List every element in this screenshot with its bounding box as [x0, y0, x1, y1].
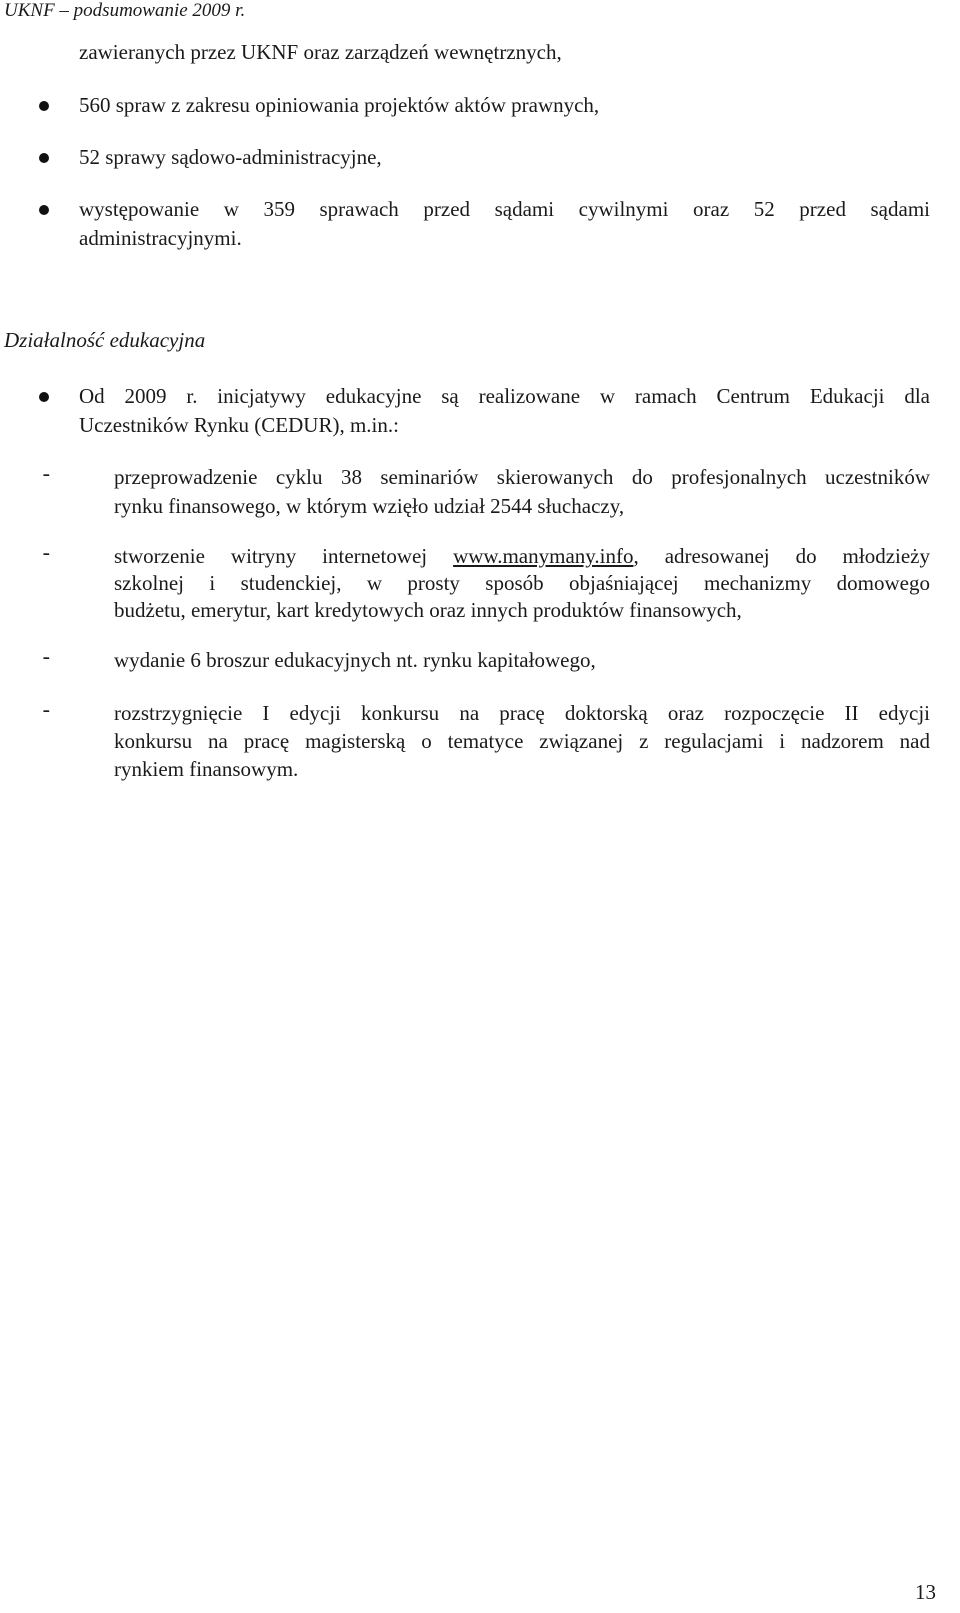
bullet-item-court-line1: występowanie w 359 sprawach przed sądami cywilnymi oraz 52 przed sądami [79, 197, 930, 221]
dash-marker: - [40, 544, 53, 567]
section-heading: Działalność edukacyjna [4, 328, 206, 352]
dash-item-website-line3: budżetu, emerytur, kart kredytowych oraz innych produktów finansowych, [114, 598, 742, 622]
dash-marker: - [40, 648, 53, 671]
dash-marker: - [40, 465, 53, 488]
continuation-text: zawieranych przez UKNF oraz zarządzeń wewnętrznych, [79, 40, 562, 64]
dash-item-website-line2: szkolnej i studenckiej, w prosty sposób objaśniającej mechanizmy domowego [114, 571, 930, 595]
bullet-marker [39, 392, 49, 402]
cedur-bullet-line1: Od 2009 r. inicjatywy edukacyjne są realizowane w ramach Centrum Edukacji dla [79, 384, 930, 408]
running-header: UKNF – podsumowanie 2009 r. [4, 0, 246, 21]
page-number: 13 [915, 1580, 936, 1604]
dash-marker: - [40, 701, 53, 724]
bullet-marker [39, 101, 49, 111]
bullet-marker [39, 153, 49, 163]
dash-item-seminars-line2: rynku finansowego, w którym wzięło udział 2544 słuchaczy, [114, 494, 625, 518]
bullet-marker [39, 205, 49, 215]
dash-item-brochures: wydanie 6 broszur edukacyjnych nt. rynku kapitałowego, [114, 648, 596, 672]
website-text-post: , adresowanej do młodzieży [633, 544, 930, 568]
bullet-item-court-line2: administracyjnymi. [79, 226, 242, 250]
cedur-bullet-line2: Uczestników Rynku (CEDUR), m.in.: [79, 413, 399, 437]
website-link[interactable]: www.manymany.info [453, 544, 634, 568]
dash-item-website-line1 [114, 542, 930, 570]
bullet-item-court-admin: 52 sprawy sądowo-administracyjne, [79, 145, 382, 169]
bullet-item-opinions: 560 spraw z zakresu opiniowania projektów aktów prawnych, [79, 93, 600, 117]
dash-item-contest-line2: konkursu na pracę magisterską o tematyce związanej z regulacjami i nadzorem nad [114, 729, 930, 753]
dash-item-contest-line3: rynkiem finansowym. [114, 757, 299, 781]
website-text-pre: stworzenie witryny internetowej [114, 544, 454, 568]
dash-item-seminars-line1: przeprowadzenie cyklu 38 seminariów skierowanych do profesjonalnych uczestników [114, 465, 930, 489]
dash-item-contest-line1: rozstrzygnięcie I edycji konkursu na pracę doktorską oraz rozpoczęcie II edycji [114, 701, 930, 725]
